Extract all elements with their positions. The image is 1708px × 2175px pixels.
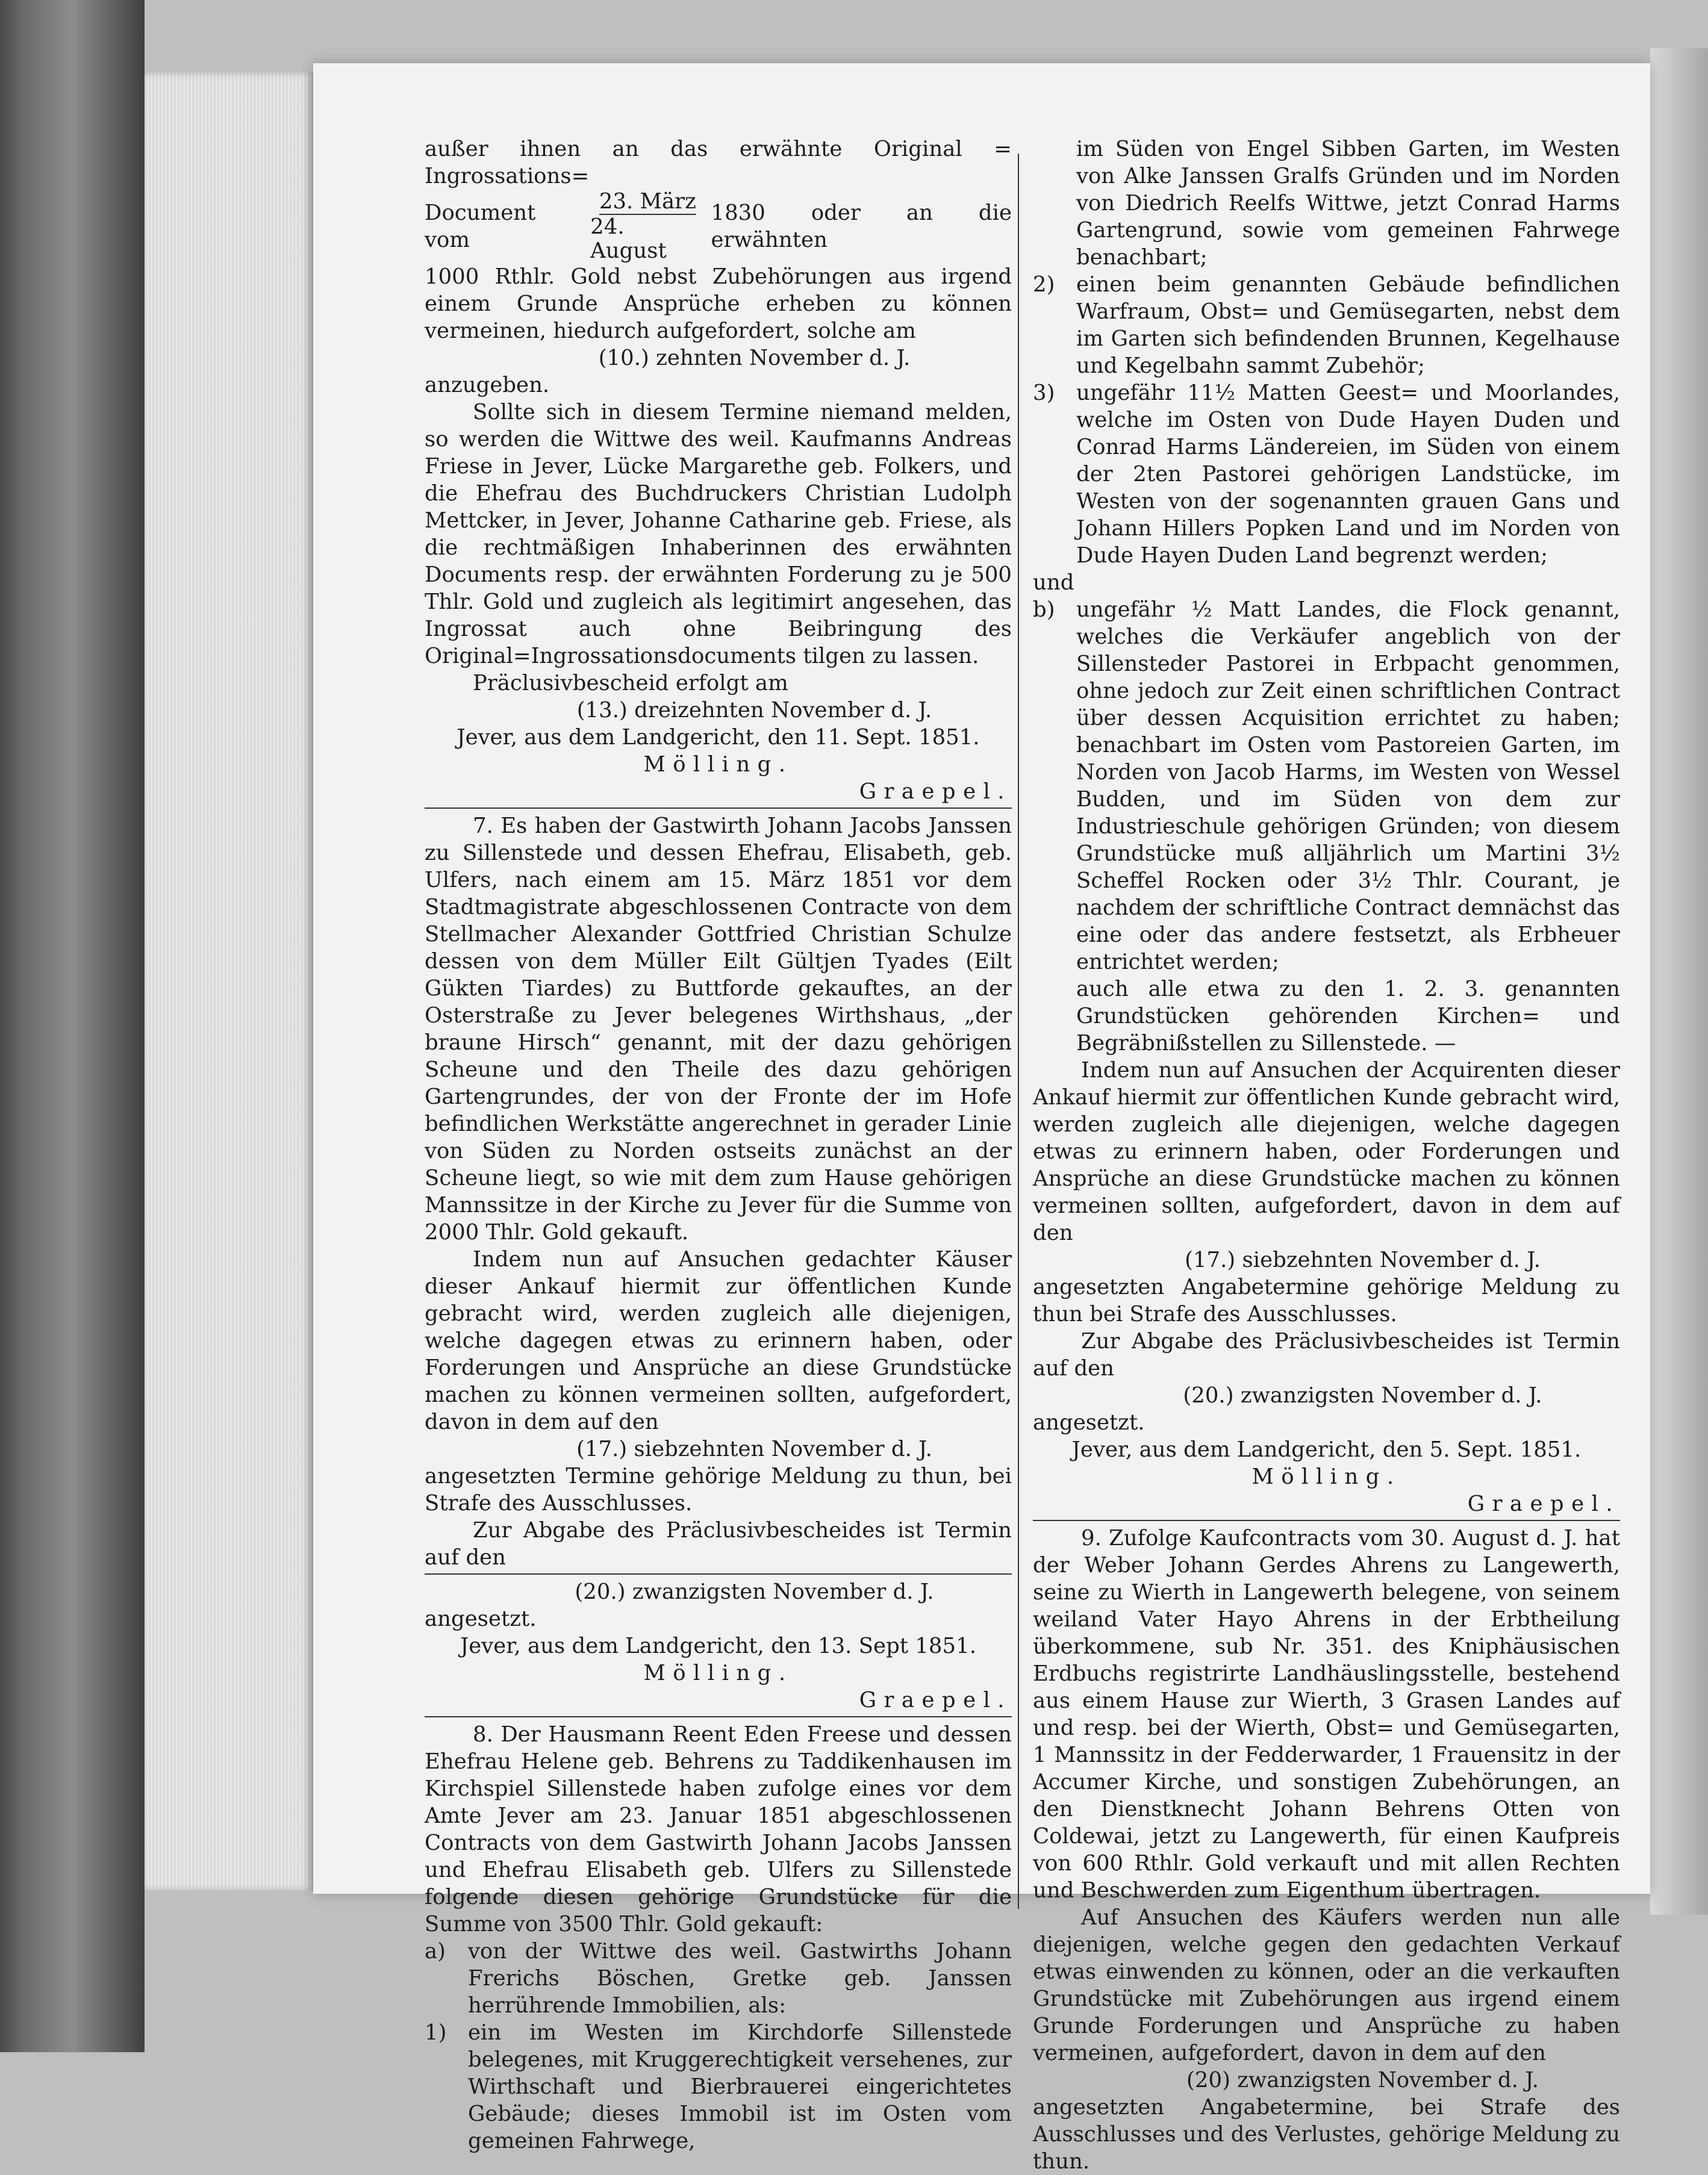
date-line: (17.) siebzehnten November d. J.	[576, 1437, 932, 1461]
paragraph: Indem nun auf Ansuchen gedachter Käuser dieser Ankauf hiermit zur öffentlichen Kunde gebracht wird, werden zugleich alle diejenigen, welche dagegen etwas zu erinnern haben, oder Forderungen und Ansprüche an diese Grundstücke machen zu können vermeinen sollten, aufgefordert, davon in dem auf den	[425, 1247, 1012, 1434]
paragraph: Zur Abgabe des Präclusivbescheides ist Termin auf den	[425, 1518, 1012, 1570]
paragraph: angesetzt.	[1033, 1410, 1145, 1435]
paragraph: angesetzten Termine gehörige Meldung zu thun, bei Strafe des Ausschlusses.	[425, 1464, 1012, 1516]
list-text: ungefähr ½ Matt Landes, die Flock genannt, welches die Verkäufer angeblich von der Sillensteder Pastorei in Erbpacht genommen, ohne jedoch zur Zeit einen schriftlichen Contract über dessen Acquisition errichtet zu haben; benachbart im Osten vom Pastoreien Garten, im Norden von Jacob Harms, im Westen von Wessel Budden, und im Süden von dem zur Industrieschule gehörigen Gründen; von diesem Grundstücke muß alljährlich um Martini 3½ Scheffel Rocken oder 3½ Thlr. Courant, je nachdem der schriftliche Contract demnächst das eine oder das andere festsetzt, als Erbheuer entrichtet werden;	[1076, 597, 1620, 974]
separator-rule	[425, 1573, 1012, 1575]
paragraph: angesetzten Angabetermine gehörige Meldung zu thun bei Strafe des Ausschlusses.	[1033, 1275, 1620, 1327]
signature-place: Jever, aus dem Landgericht, den 5. Sept. 1851.	[1071, 1437, 1582, 1462]
list-item	[1033, 596, 1620, 975]
list-marker: 1)	[425, 2020, 447, 2045]
signature-clerk: Graepel.	[859, 779, 1012, 804]
list-marker: 2)	[1033, 272, 1055, 297]
list-item	[1033, 271, 1620, 379]
list-item	[425, 2019, 1012, 2155]
signature-place: Jever, aus dem Landgericht, den 13. Sept 1851.	[460, 1634, 976, 1658]
date-line: (17.) siebzehnten November d. J.	[1185, 1248, 1541, 1272]
right-column	[1033, 135, 1620, 2175]
column-rule	[1018, 154, 1019, 1909]
document-date-line	[425, 190, 1012, 263]
list-item	[425, 1938, 1012, 2019]
paragraph: anzugeben.	[425, 373, 550, 397]
fraction-top: 23. März	[599, 189, 696, 214]
list-marker: a)	[425, 1939, 446, 1964]
text: 1830 oder an die erwähnten	[711, 201, 1012, 252]
paragraph: 9. Zufolge Kaufcontracts vom 30. August d. J. hat der Weber Johann Gerdes Ahrens zu Langewerth, seine zu Wierth in Langewerth belegene, von seinem weiland Vater Hayo Ahrens in der Erbtheilung überkommene, sub Nr. 351. des Kniphäusischen Erdbuchs registrirte Landhäuslingsstelle, bestehend aus einem Hause zur Wierth, 3 Grasen Landes auf und resp. bei der Wierth, Obst= und Gemüsegarten, 1 Mannssitz in der Fedderwarder, 1 Frauensitz in der Accumer Kirche, und sonstigen Zubehörungen, an den Dienstknecht Johann Behrens Otten von Coldewai, jetzt zu Langewerth, für einen Kaufpreis von 600 Rthlr. Gold verkauft und mit allen Rechten und Beschwerden zum Eigenthum übertragen.	[1033, 1526, 1620, 1903]
list-marker: b)	[1033, 597, 1055, 622]
signature-name: Mölling.	[643, 1661, 793, 1685]
list-text: einen beim genannten Gebäude befindlichen Warfraum, Obst= und Gemüsegarten, nebst dem im Garten sich befindenden Brunnen, Kegelhause und Kegelbahn sammt Zubehör;	[1076, 272, 1620, 378]
list-item	[1033, 379, 1620, 569]
paragraph: Präclusivbescheid erfolgt am	[473, 671, 788, 695]
paragraph: Zur Abgabe des Präclusivbescheides ist Termin auf den	[1033, 1329, 1620, 1381]
paragraph: Indem nun auf Ansuchen der Acquirenten dieser Ankauf hiermit zur öffentlichen Kunde gebracht wird, werden zugleich alle diejenigen, welche dagegen etwas zu erinnern haben, oder Forderungen und Ansprüche an diese Grundstücke machen zu können vermeinen sollten, aufgefordert, davon in dem auf den	[1033, 1058, 1620, 1245]
signature-clerk: Graepel.	[859, 1688, 1012, 1713]
paragraph: auch alle etwa zu den 1. 2. 3. genannten Grundstücken gehörenden Kirchen= und Begräbnißstellen zu Sillenstede. —	[1076, 977, 1620, 1056]
facing-page-edge	[1650, 48, 1708, 1915]
paragraph: im Süden von Engel Sibben Garten, im Westen von Alke Janssen Gralfs Gründen und im Norden von Diedrich Reelfs Wittwe, jetzt Conrad Harms Gartengrund, sowie vom gemeinen Fahrwege benachbart;	[1076, 137, 1620, 270]
book-edge	[0, 0, 145, 2052]
date-line: (20.) zwanzigsten November d. J.	[575, 1579, 934, 1604]
fraction-bottom: 24. August	[590, 214, 667, 263]
signature-place: Jever, aus dem Landgericht, den 11. Sept. 1851.	[457, 725, 980, 750]
paragraph: Sollte sich in diesem Termine niemand melden, so werden die Wittwe des weil. Kaufmanns Andreas Friese in Jever, Lücke Margarethe geb. Folkers, und die Ehefrau des Buchdruckers Christian Ludolph Mettcker, in Jever, Johanne Catharine geb. Friese, als die rechtmäßigen Inhaberinnen des erwähnten Documents resp. der erwähnten Forderung zu je 500 Thlr. Gold und zugleich als legitimirt angesehen, das Ingrossat auch ohne Beibringung des Original=Ingrossationsdocuments tilgen zu lassen.	[425, 400, 1012, 668]
paragraph: Auf Ansuchen des Käufers werden nun alle diejenigen, welche gegen den gedachten Verkauf etwas einwenden zu können, oder an die verkauften Grundstücke mit Zubehörungen aus irgend einem Grunde Forderungen und Ansprüche zu haben vermeinen, aufgefordert, davon in dem auf den	[1033, 1905, 1620, 2065]
list-text: ein im Westen im Kirchdorfe Sillenstede belegenes, mit Kruggerechtigkeit versehenes, zur Wirthschaft und Bierbrauerei eingerichtetes Gebäude; dieses Immobil ist im Osten vom gemeinen Fahrwege,	[468, 2020, 1012, 2153]
paragraph: 1000 Rthlr. Gold nebst Zubehörungen aus irgend einem Grunde Ansprüche erheben zu können vermeinen, hiedurch aufgefordert, solche am	[425, 264, 1012, 343]
signature-clerk: Graepel.	[1467, 1492, 1620, 1516]
date-line: (20.) zwanzigsten November d. J.	[1183, 1383, 1542, 1408]
paragraph: angesetzten Angabetermine, bei Strafe des Ausschlusses und des Verlustes, gehörige Meldung zu thun.	[1033, 2095, 1620, 2174]
paragraph: außer ihnen an das erwähnte Original = Ingrossations=	[425, 137, 1012, 188]
date-fraction	[590, 190, 705, 263]
separator-rule	[1033, 1520, 1620, 1521]
paragraph: angesetzt.	[425, 1607, 537, 1631]
page-stack	[145, 72, 313, 1891]
list-text: von der Wittwe des weil. Gastwirths Johann Frerichs Böschen, Gretke geb. Janssen herrührende Immobilien, als:	[468, 1939, 1012, 2018]
date-line: (13.) dreizehnten November d. J.	[576, 698, 932, 723]
signature-name: Mölling.	[643, 752, 793, 777]
paragraph: 7. Es haben der Gastwirth Johann Jacobs Janssen zu Sillenstede und dessen Ehefrau, Elisabeth, geb. Ulfers, nach einem am 15. März 1851 vor dem Stadtmagistrate abgeschlossenen Contracte von dem Stellmacher Alexander Gottfried Christian Schulze dessen von dem Müller Eilt Gültjen Tyades (Eilt Gükten Tiardes) zu Buttforde gekauftes, an der Osterstraße zu Jever belegenes Wirthshaus, „der braune Hirsch“ genannt, mit der dazu gehörigen Scheune und den Theile des dazu gehörigen Gartengrundes, der von der Fronte der im Hofe befindlichen Werkstätte angerechnet in gerader Linie von Süden zu Norden ostseits zunächst an der Scheune liegt, so wie mit dem zum Hause gehörigen Mannssitze in der Kirche zu Jever für die Summe von 2000 Thlr. Gold gekauft.	[425, 814, 1012, 1245]
separator-rule	[425, 807, 1012, 809]
signature-name: Mölling.	[1251, 1464, 1401, 1489]
list-marker: 3)	[1033, 381, 1055, 405]
date-line: (20) zwanzigsten November d. J.	[1186, 2068, 1539, 2093]
text: Document vom	[425, 201, 536, 252]
date-line: (10.) zehnten November d. J.	[598, 346, 911, 370]
paragraph: 8. Der Hausmann Reent Eden Freese und dessen Ehefrau Helene geb. Behrens zu Taddikenhausen im Kirchspiel Sillenstede haben zufolge eines vor dem Amte Jever am 23. Januar 1851 abgeschlossenen Contracts von dem Gastwirth Johann Jacobs Janssen und Ehefrau Elisabeth geb. Ulfers zu Sillenstede folgende diesen gehörige Grundstücke für die Summe von 3500 Thlr. Gold gekauft:	[425, 1722, 1012, 1937]
separator-rule	[425, 1716, 1012, 1717]
connector-word: und	[1033, 570, 1074, 595]
left-column	[425, 135, 1012, 2155]
list-text: ungefähr 11½ Matten Geest= und Moorlandes, welche im Osten von Dude Hayen Duden und Conrad Harms Ländereien, im Süden von einem der 2ten Pastorei gehörigen Landstücke, im Westen von der sogenannten grauen Gans und Johann Hillers Popken Land und im Norden von Dude Hayen Duden Land begrenzt werden;	[1076, 381, 1620, 568]
